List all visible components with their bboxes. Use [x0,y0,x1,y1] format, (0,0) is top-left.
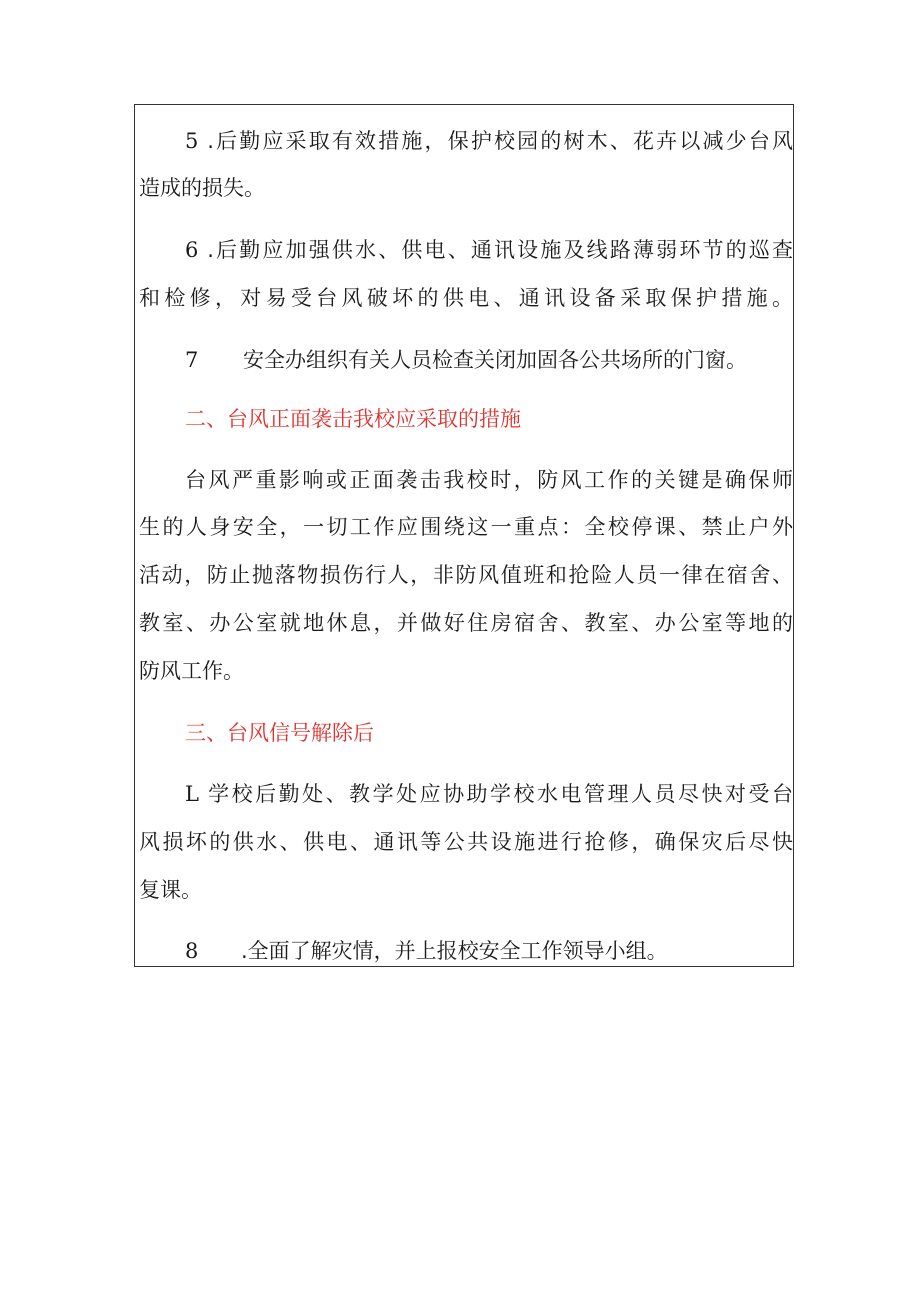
item-number: 6 [185,238,199,262]
section-3-heading: 三、台风信号解除后 [185,721,374,745]
section-2-para-line-4: 教室、办公室就地休息，并做好住房宿舍、教室、办公室等地的 [139,611,793,635]
section-3-item-1-line-1 [135,782,795,806]
item-8-line [135,939,795,963]
item-number: 7 [185,348,199,372]
document-frame [134,104,794,967]
item-5-line-1 [135,129,795,153]
item-text: .全面了解灾情，并上报校安全工作领导小组。 [241,939,668,963]
section-2-para-line-1: 台风严重影响或正面袭击我校时，防风工作的关键是确保师 [185,468,793,492]
item-5-line-2: 造成的损失。 [139,176,265,200]
section-2-para-line-3: 活动，防止抛落物损伤行人，非防风值班和抢险人员一律在宿舍、 [139,563,793,587]
item-6-line-2: 和检修，对易受台风破坏的供电、通讯设备采取保护措施。 [139,286,793,310]
item-text: .后勤应采取有效措施，保护校园的树木、花卉以减少台风 [207,129,793,153]
section-3-item-1-line-3: 复课。 [139,878,202,902]
section-3-item-1-line-2: 风损坏的供水、供电、通讯等公共设施进行抢修，确保灾后尽快 [139,830,793,854]
section-2-heading: 二、台风正面袭击我校应采取的措施 [185,407,521,431]
item-number: 5 [185,129,199,153]
item-text: 安全办组织有关人员检查关闭加固各公共场所的门窗。 [243,348,747,372]
item-number: L [185,782,199,806]
item-text: 学校后勤处、教学处应协助学校水电管理人员尽快对受台 [208,782,793,806]
item-number: 8 [185,939,199,963]
item-text: .后勤应加强供水、供电、通讯设施及线路薄弱环节的巡查 [207,238,793,262]
item-7-line [135,348,795,372]
section-2-para-line-5: 防风工作。 [139,659,244,683]
section-2-para-line-2: 生的人身安全，一切工作应围绕这一重点：全校停课、禁止户外 [139,515,793,539]
item-6-line-1 [135,238,795,262]
